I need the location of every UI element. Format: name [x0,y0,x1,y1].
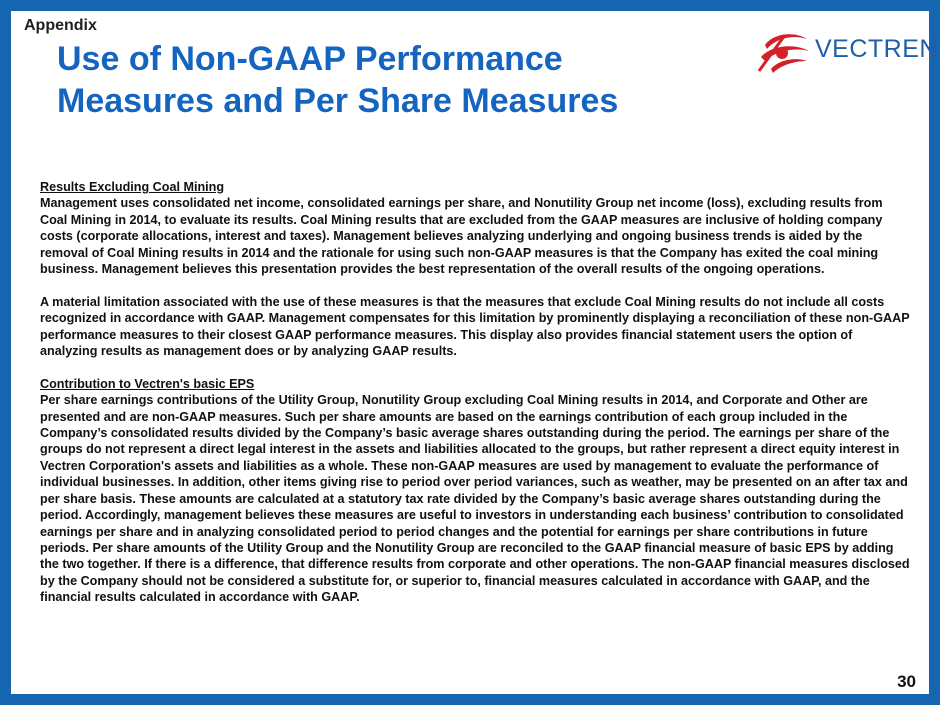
page-number: 30 [897,672,916,691]
section-heading-coal-mining: Results Excluding Coal Mining [40,180,225,194]
section-label: Appendix [24,17,97,34]
vectren-logo [751,27,938,79]
title-line-2: Measures and Per Share Measures [57,82,619,120]
vectren-swoosh-icon [751,27,813,79]
paragraph: Per share earnings contributions of the Utility Group, Nonutility Group excluding Coal Mining results in 2014, and Corporate and Other are presented and are non-GAAP measures. Such per share amounts are based on the earnings contribution of each group included in the Company’s consolidated results divided by the Company’s basic average shares outstanding during the period. The earnings per share of the groups do not represent a direct legal interest in the assets and liabilities allocated to the groups, but rather represent a direct equity interest in Vectren Corporation's assets and liabilities as a whole. These non-GAAP measures are used by management to evaluate the performance of individual businesses. In addition, other items giving rise to period over period variances, such as weather, may be presented on an after tax and per share basis. These amounts are calculated at a statutory tax rate divided by the Company’s basic average shares outstanding during the period. Accordingly, management believes these measures are useful to investors in understanding each business’ contribution to consolidated earnings per share and in analyzing consolidated period to period changes and the potential for earnings per share contributions in future periods. Per share amounts of the Utility Group and the Nonutility Group are reconciled to the GAAP financial measure of basic EPS by adding the two together. If there is a difference, that difference results from corporate and other operations. The non-GAAP financial measures disclosed by the Company should not be considered a substitute for, or superior to, financial measures calculated in accordance with GAAP, and the financial results calculated in accordance with GAAP. [40,393,910,605]
paragraph: A material limitation associated with the use of these measures is that the measures that exclude Coal Mining results do not include all costs recognized in accordance with GAAP. Management compensates for this limitation by prominently displaying a reconciliation of these non-GAAP performance measures to their closest GAAP performance measures. This display also provides financial statement users the option of analyzing results as management does or by analyzing GAAP results. [40,294,910,359]
page-title [57,38,737,122]
section-heading-eps: Contribution to Vectren's basic EPS [40,376,255,391]
title-line-1: Use of Non-GAAP Performance [57,40,563,78]
slide [11,11,938,694]
body-text [40,179,910,606]
paragraph: Management uses consolidated net income, consolidated earnings per share, and Nonutility Group net income (loss), excluding results from Coal Mining in 2014, to evaluate its results. Coal Mining results that are excluded from the GAAP measures are inclusive of holding company costs (corporate allocations, interest and taxes). Management believes analyzing underlying and ongoing business trends is aided by the removal of Coal Mining results in 2014 and the rationale for using such non-GAAP measures is that the Company has exited the coal mining business. Management believes this presentation provides the best representation of the overall results of the ongoing operations. [40,196,883,277]
logo-text: VECTREN [815,35,938,63]
